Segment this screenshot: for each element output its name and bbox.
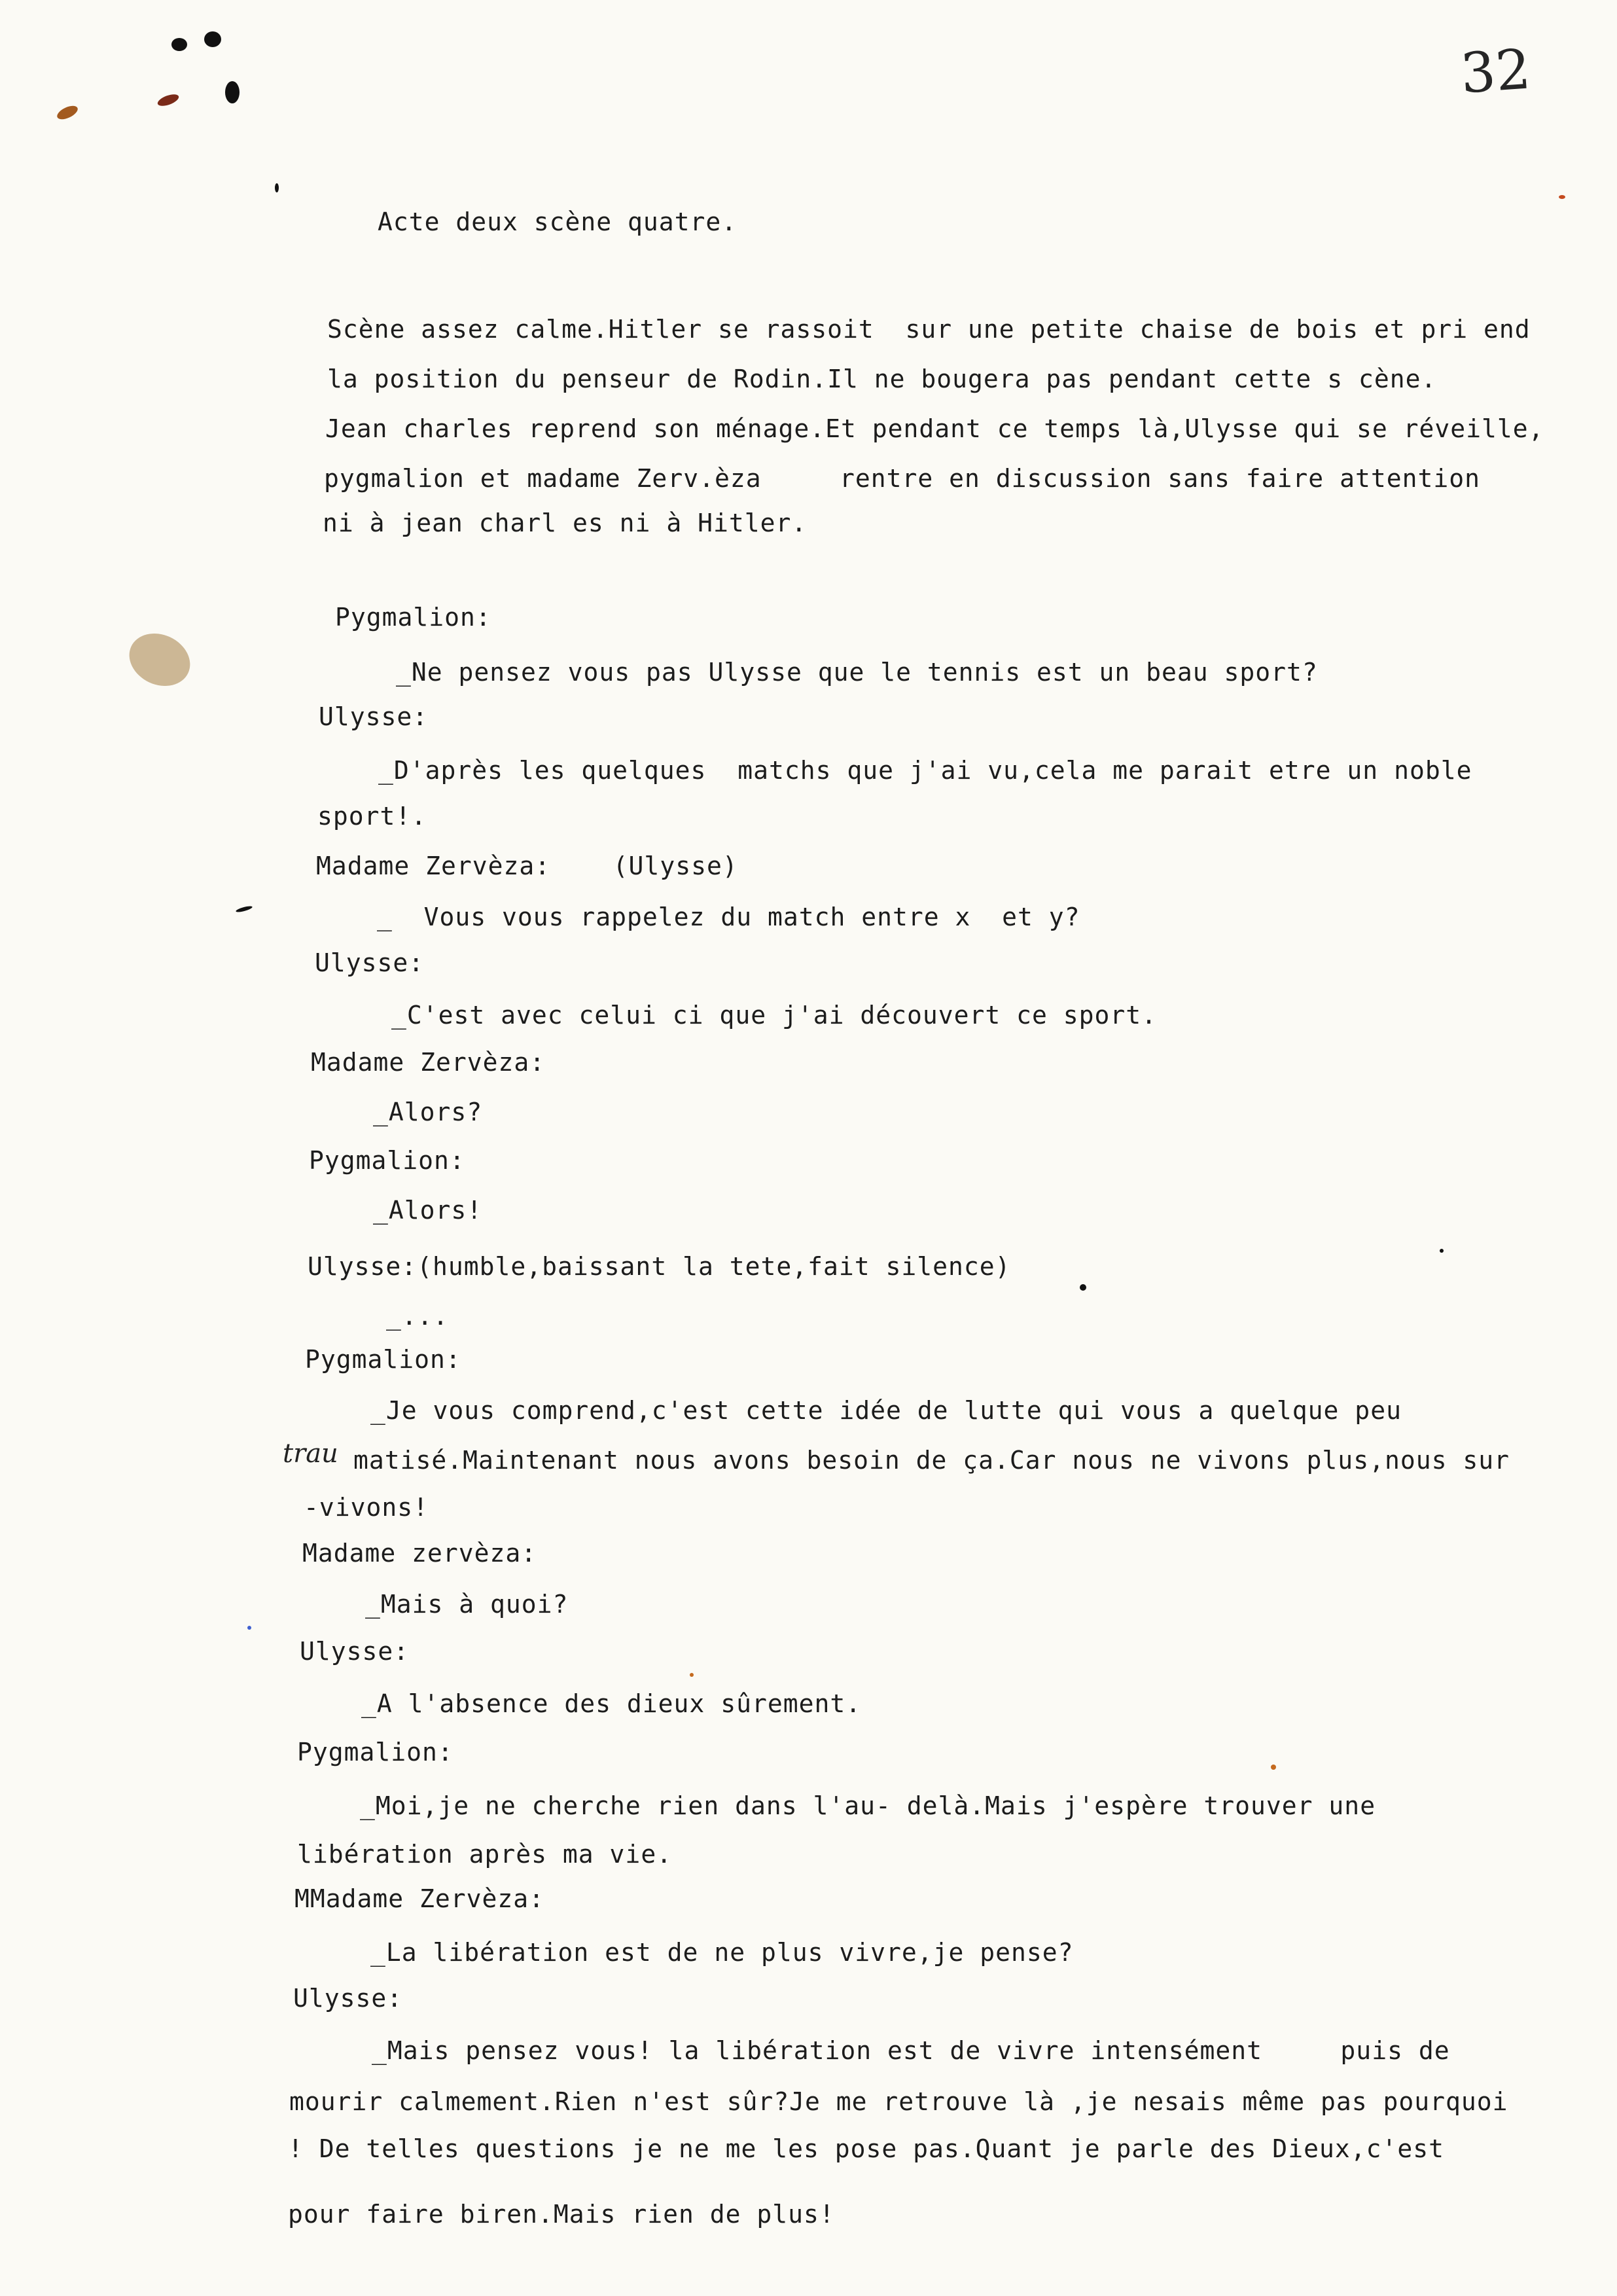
ink-spot: [156, 92, 181, 109]
speaker-name: Pygmalion:: [335, 603, 491, 632]
speaker-name: MMadame Zervèza:: [294, 1884, 545, 1913]
dialogue-line: libération après ma vie.: [297, 1840, 673, 1869]
speaker-name: Ulysse:: [300, 1637, 410, 1666]
stage-direction-line: Jean charles reprend son ménage.Et pendant ce temps là,Ulysse qui se réveille,: [325, 414, 1544, 443]
scene-heading: Acte deux scène quatre.: [378, 207, 737, 236]
dialogue-line: _La libération est de ne plus vivre,je pense?: [370, 1938, 1074, 1967]
speaker-name: Ulysse:: [315, 948, 425, 977]
speaker-name: Ulysse:: [293, 1984, 403, 2013]
ink-spot: [204, 31, 221, 47]
speaker-name: Madame Zervèza: (Ulysse): [316, 852, 738, 880]
ink-mark: [236, 905, 253, 914]
ink-mark: [247, 1626, 251, 1630]
dialogue-line: _Mais à quoi?: [365, 1590, 569, 1619]
speaker-name: Madame Zervèza:: [311, 1048, 546, 1077]
coffee-stain: [120, 624, 198, 695]
dialogue-line: sport!.: [317, 802, 427, 831]
speaker-name: Ulysse:(humble,baissant la tete,fait silence): [308, 1252, 1011, 1281]
ink-mark: [1080, 1284, 1086, 1291]
stage-direction-line: ni à jean charl es ni à Hitler.: [323, 509, 808, 537]
speaker-name: Pygmalion:: [309, 1146, 465, 1175]
ink-mark: [1559, 195, 1565, 199]
ink-mark: [1440, 1249, 1444, 1253]
dialogue-line: _Moi,je ne cherche rien dans l'au- delà.Mais j'espère trouver une: [360, 1791, 1376, 1820]
dialogue-line: _Mais pensez vous! la libération est de vivre intensément puis de: [372, 2036, 1450, 2065]
speaker-name: Ulysse:: [319, 702, 429, 731]
ink-spot: [275, 183, 279, 192]
speaker-name: Madame zervèza:: [302, 1539, 537, 1568]
dialogue-line: _...: [386, 1302, 449, 1331]
ink-spot: [225, 81, 240, 103]
ink-mark: [1271, 1765, 1276, 1770]
ink-spot: [171, 38, 187, 51]
dialogue-line: matisé.Maintenant nous avons besoin de ça.Car nous ne vivons plus,nous sur: [353, 1446, 1510, 1475]
dialogue-line: _Alors?: [373, 1098, 483, 1126]
speaker-name: Pygmalion:: [297, 1738, 453, 1767]
ink-mark: [690, 1673, 694, 1677]
dialogue-line: _ Vous vous rappelez du match entre x et y?: [377, 903, 1080, 931]
dialogue-line: ! De telles questions je ne me les pose pas.Quant je parle des Dieux,c'est: [288, 2134, 1444, 2163]
dialogue-line: _Alors!: [373, 1196, 483, 1225]
dialogue-line: _Ne pensez vous pas Ulysse que le tennis est un beau sport?: [396, 658, 1318, 687]
dialogue-line: -vivons!: [304, 1493, 429, 1522]
dialogue-line: pour faire biren.Mais rien de plus!: [288, 2200, 835, 2229]
dialogue-line: _D'après les quelques matchs que j'ai vu,cela me parait etre un noble: [378, 756, 1472, 785]
speaker-name: Pygmalion:: [305, 1345, 461, 1374]
stage-direction-line: pygmalion et madame Zerv.èza rentre en discussion sans faire attention: [324, 464, 1480, 493]
dialogue-line: _C'est avec celui ci que j'ai découvert ce sport.: [391, 1001, 1158, 1030]
dialogue-line: _Je vous comprend,c'est cette idée de lutte qui vous a quelque peu: [370, 1396, 1402, 1425]
dialogue-line: _A l'absence des dieux sûrement.: [361, 1689, 862, 1718]
stage-direction-line: la position du penseur de Rodin.Il ne bougera pas pendant cette s cène.: [327, 365, 1437, 393]
handwritten-correction: trau: [283, 1439, 338, 1469]
ink-spot: [55, 103, 80, 122]
stage-direction-line: Scène assez calme.Hitler se rassoit sur une petite chaise de bois et pri end: [327, 315, 1531, 344]
page-number: 32: [1458, 37, 1533, 106]
dialogue-line: mourir calmement.Rien n'est sûr?Je me retrouve là ,je nesais même pas pourquoi: [289, 2087, 1508, 2116]
